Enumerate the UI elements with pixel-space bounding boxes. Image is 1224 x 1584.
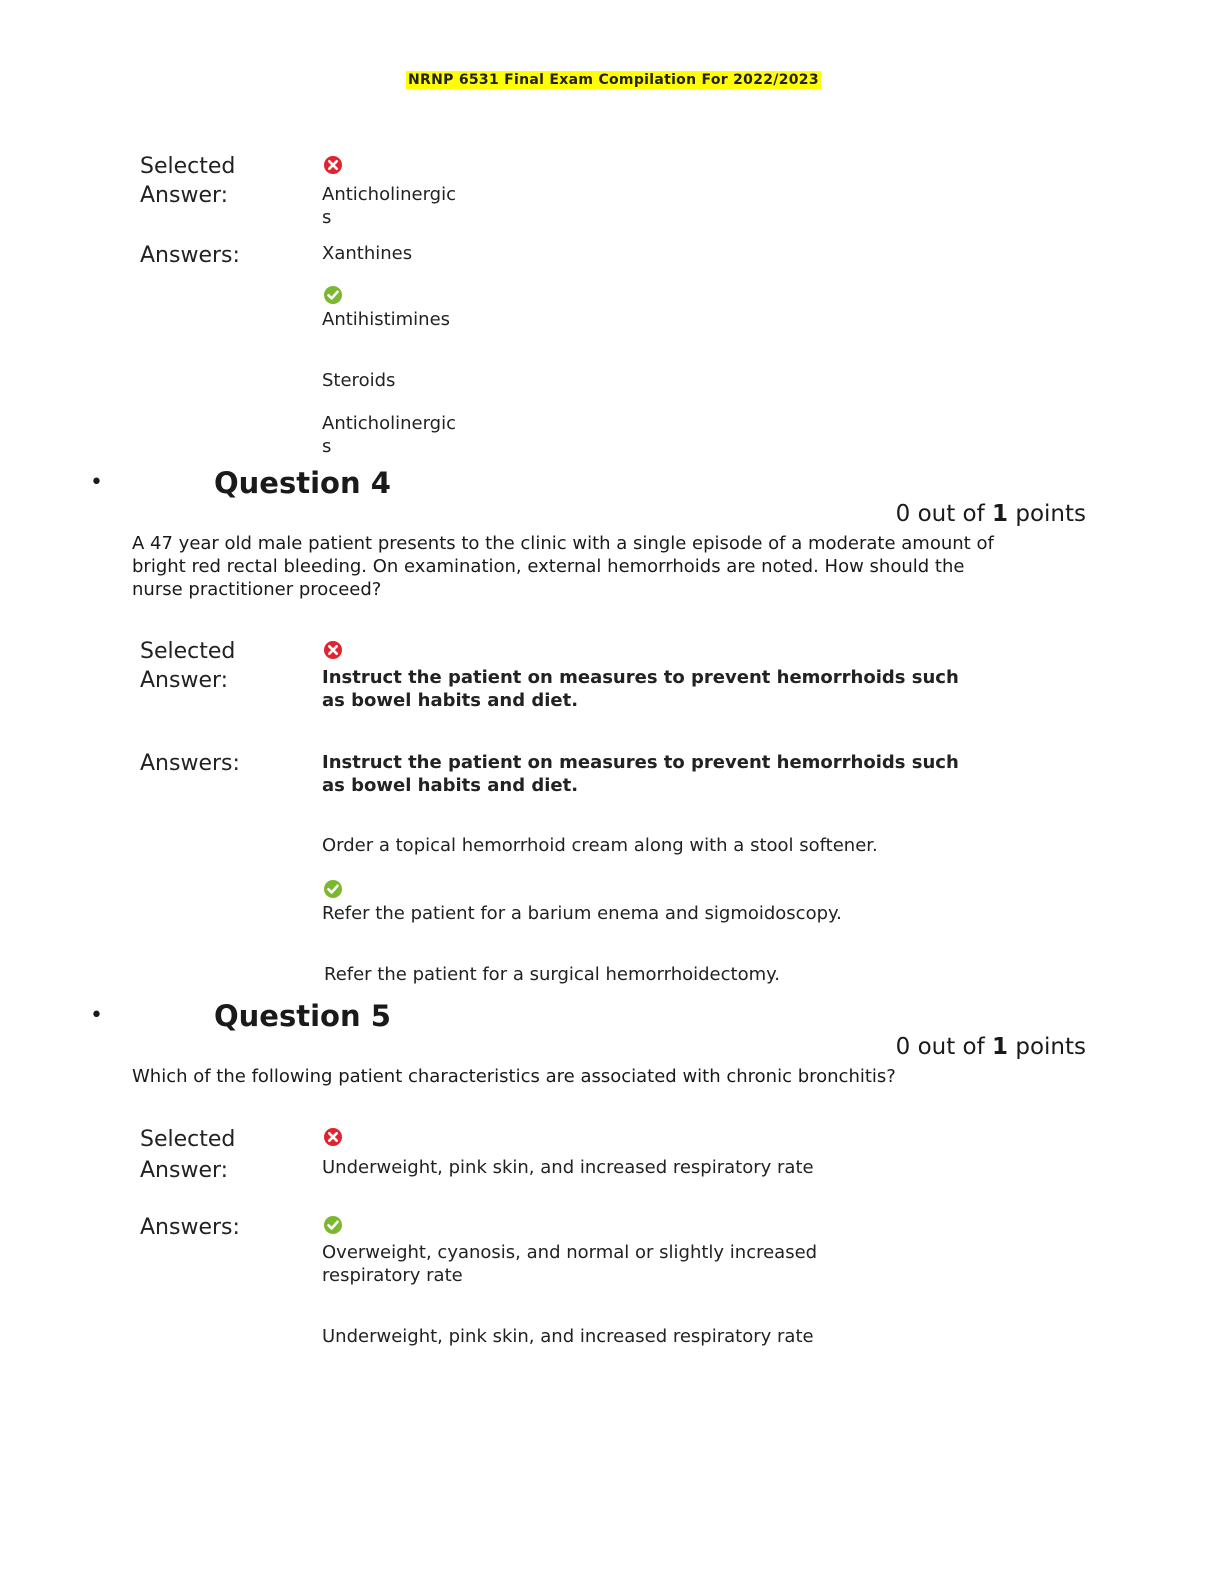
q3-answer-1: Xanthines	[322, 243, 413, 264]
q3-answer-4: Anticholinergics	[322, 413, 456, 457]
bullet: •	[90, 470, 103, 495]
selected-label-line1: Selected	[140, 1127, 236, 1152]
page-header: NRNP 6531 Final Exam Compilation For 2022/2023	[408, 72, 819, 88]
points-prefix: 0 out of	[895, 1034, 993, 1060]
selected-answer-label	[140, 152, 235, 210]
q3-answer-3: Steroids	[322, 370, 396, 391]
points-prefix: 0 out of	[895, 501, 993, 527]
question-4-text: A 47 year old male patient presents to the clinic with a single episode of a moderate amount of bright red rectal bleeding. On examination, external hemorrhoids are noted. How should the nurse practitioner proceed?	[132, 533, 994, 600]
incorrect-icon	[323, 640, 343, 660]
selected-label-line2: Answer:	[140, 1158, 229, 1183]
selected-answer-label	[140, 1124, 235, 1186]
bullet: •	[90, 1003, 103, 1028]
answers-label: Answers:	[140, 243, 240, 268]
q4-answer-3: Refer the patient for a barium enema and sigmoidoscopy.	[322, 903, 842, 924]
selected-label-line1: Selected	[140, 154, 236, 179]
correct-icon	[323, 879, 343, 899]
question-5-points	[896, 1034, 1086, 1060]
selected-label-line2: Answer:	[140, 668, 229, 693]
q4-selected-answer: Instruct the patient on measures to prevent hemorrhoids such as bowel habits and diet.	[322, 667, 959, 711]
q3-selected-answer: Anticholinergics	[322, 184, 456, 228]
q4-answer-1: Instruct the patient on measures to prevent hemorrhoids such as bowel habits and diet.	[322, 752, 959, 796]
points-total: 1	[992, 501, 1009, 527]
q4-answer-2: Order a topical hemorrhoid cream along with a stool softener.	[322, 835, 878, 856]
question-4-points	[896, 501, 1086, 527]
q5-selected-answer: Underweight, pink skin, and increased respiratory rate	[322, 1157, 814, 1178]
answers-label: Answers:	[140, 1215, 240, 1240]
incorrect-icon	[323, 155, 343, 175]
question-4-title: Question 4	[214, 466, 391, 500]
selected-answer-label	[140, 637, 235, 695]
question-5-text: Which of the following patient characteristics are associated with chronic bronchitis?	[132, 1066, 896, 1087]
points-total: 1	[992, 1034, 1009, 1060]
selected-label-line2: Answer:	[140, 183, 229, 208]
answers-label: Answers:	[140, 751, 240, 776]
q3-answer-2: Antihistimines	[322, 309, 451, 330]
q4-answer-4: Refer the patient for a surgical hemorrhoidectomy.	[324, 964, 780, 985]
incorrect-icon	[323, 1127, 343, 1147]
q5-answer-1: Overweight, cyanosis, and normal or slightly increased respiratory rate	[322, 1242, 818, 1286]
question-5-title: Question 5	[214, 999, 391, 1033]
selected-label-line1: Selected	[140, 639, 236, 664]
points-suffix: points	[1008, 1034, 1086, 1060]
points-suffix: points	[1008, 501, 1086, 527]
correct-icon	[323, 285, 343, 305]
correct-icon	[323, 1215, 343, 1235]
q5-answer-2: Underweight, pink skin, and increased respiratory rate	[322, 1326, 814, 1347]
